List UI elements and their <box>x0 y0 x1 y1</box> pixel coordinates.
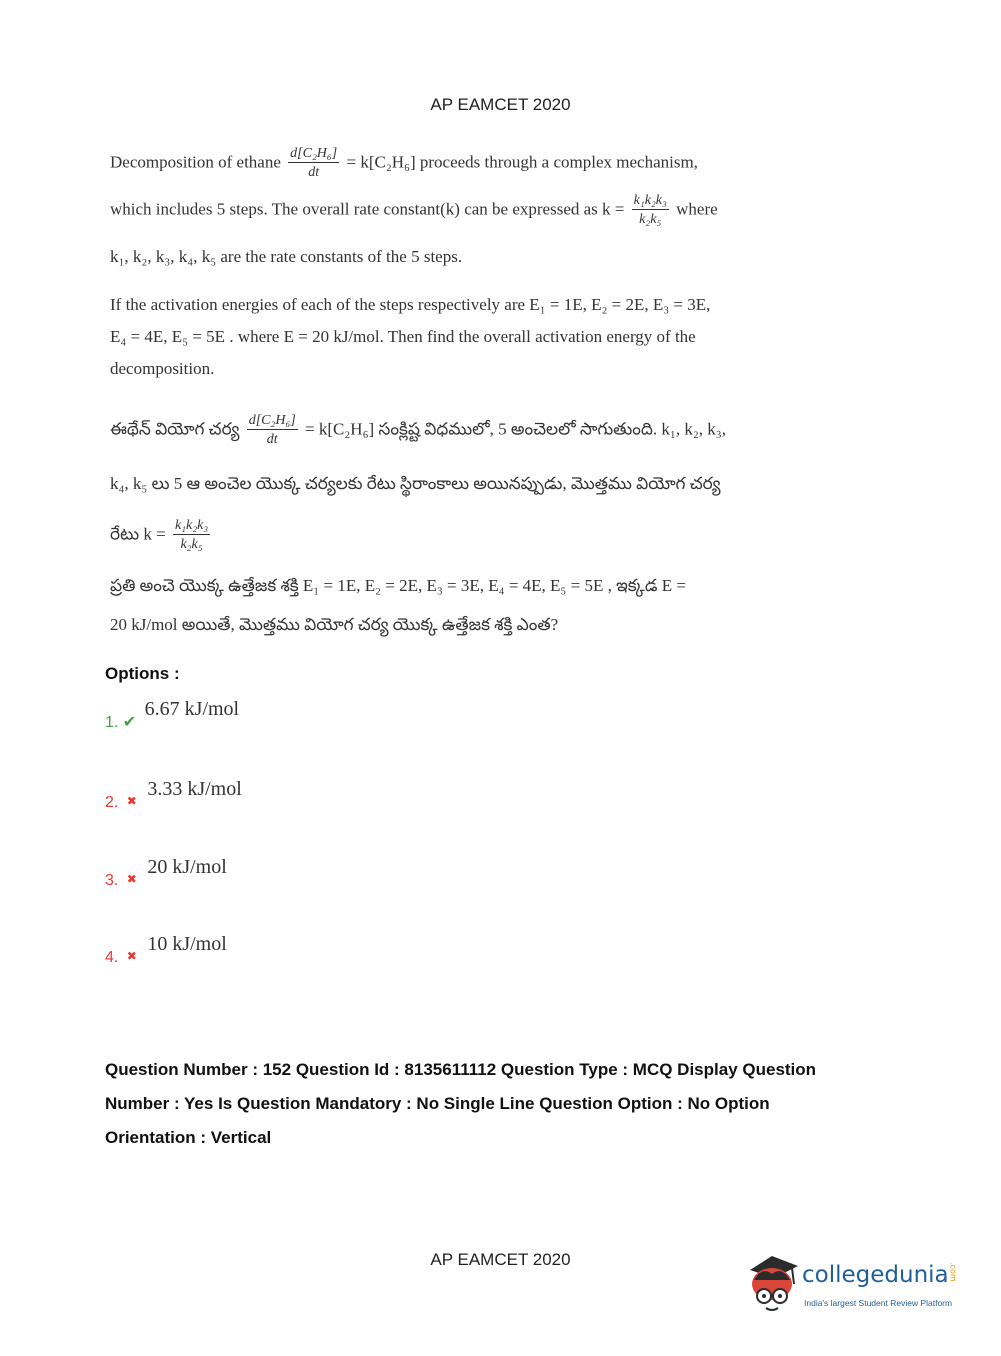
option-item[interactable] <box>105 698 240 731</box>
logo-tagline: India's largest Student Review Platform <box>804 1298 953 1308</box>
option-number: 3. <box>105 872 119 889</box>
metadata-line-3: Orientation : Vertical <box>105 1128 272 1147</box>
option-number: 2. <box>105 794 119 811</box>
logo-tld: .com <box>948 1262 958 1282</box>
question-en-text: which includes 5 steps. The overall rate constant(k) can be expressed as k = <box>110 199 625 219</box>
fraction-numerator: k₁k₂k₃ <box>174 518 209 533</box>
question-te-line-3 <box>110 517 213 554</box>
cross-icon: ✖ <box>126 872 137 886</box>
question-en-line-1 <box>110 145 698 182</box>
question-en-text: Decomposition of ethane <box>110 152 281 172</box>
question-te-line-2: k₄, k₅ లు 5 ఆ అంచెల యొక్క చర్యలకు రేటు స్థిరాంకాలు అయినప్పుడు, మొత్తము వియోగ చర్య <box>110 474 721 493</box>
fraction-numerator: k₁k₂k₃ <box>633 193 667 208</box>
logo-name: collegedunia <box>802 1262 949 1288</box>
option-item[interactable] <box>105 933 227 966</box>
page-header: AP EAMCET 2020 <box>430 95 571 114</box>
option-text: 3.33 kJ/mol <box>147 778 242 800</box>
fraction-denominator: dt <box>266 432 278 447</box>
fraction-denominator: k₂k₅ <box>180 537 203 552</box>
question-metadata <box>105 1053 875 1155</box>
rate-constant-fraction <box>173 517 210 554</box>
cross-icon: ✖ <box>126 949 137 963</box>
question-en-line-6: decomposition. <box>110 359 215 378</box>
question-en-line-2 <box>110 192 718 229</box>
fraction-denominator: dt <box>308 165 320 180</box>
question-te-text: = k[C₂H₆] సంక్లిష్ట విధములో, 5 అంచెలలో సాగుతుంది. k₁, k₂, k₃, <box>305 419 726 439</box>
question-te-text: ఈథేన్ వియోగ చర్య <box>110 419 240 439</box>
question-en-line-4: If the activation energies of each of the steps respectively are E₁ = 1E, E₂ = 2E, E₃ = 3E, <box>110 295 711 314</box>
option-item[interactable] <box>105 778 242 811</box>
page-footer: AP EAMCET 2020 <box>430 1250 571 1269</box>
logo-wordmark <box>802 1262 958 1288</box>
question-en-line-5: E₄ = 4E, E₅ = 5E . where E = 20 kJ/mol. Then find the overall activation energy of the <box>110 327 696 346</box>
question-te-line-1 <box>110 412 726 449</box>
fraction-numerator: d[C₂H₆] <box>248 413 296 428</box>
question-en-line-3: k₁, k₂, k₃, k₄, k₅ are the rate constants of the 5 steps. <box>110 247 463 266</box>
rate-fraction <box>247 412 298 449</box>
option-text: 6.67 kJ/mol <box>144 698 240 720</box>
fraction-denominator: k₂k₅ <box>639 212 662 227</box>
question-te-line-4: ప్రతి అంచె యొక్క ఉత్తేజక శక్తి E₁ = 1E, E₂ = 2E, E₃ = 3E, E₄ = 4E, E₅ = 5E , ఇక్కడ E = <box>110 576 686 595</box>
question-en-text: where <box>676 199 718 219</box>
mascot-icon <box>742 1252 800 1316</box>
collegedunia-logo <box>742 1250 972 1320</box>
metadata-line-1: Question Number : 152 Question Id : 8135611112 Question Type : MCQ Display Question <box>105 1060 817 1079</box>
option-number: 1. <box>105 714 119 731</box>
option-text: 10 kJ/mol <box>147 933 227 955</box>
cross-icon: ✖ <box>126 794 137 808</box>
question-en-text: = k[C₂H₆] proceeds through a complex mechanism, <box>346 152 698 172</box>
rate-constant-fraction <box>632 192 669 229</box>
rate-fraction <box>288 145 339 182</box>
option-item[interactable] <box>105 856 227 889</box>
options-label: Options : <box>105 664 180 683</box>
option-number: 4. <box>105 949 119 966</box>
question-te-text: రేటు k = <box>110 524 166 544</box>
check-icon: ✔ <box>122 714 137 731</box>
metadata-line-2: Number : Yes Is Question Mandatory : No Single Line Question Option : No Option <box>105 1094 770 1113</box>
option-text: 20 kJ/mol <box>147 856 227 878</box>
fraction-numerator: d[C₂H₆] <box>290 146 338 161</box>
question-te-line-5: 20 kJ/mol అయితే, మొత్తము వియోగ చర్య యొక్క ఉత్తేజక శక్తి ఎంత? <box>110 615 559 634</box>
